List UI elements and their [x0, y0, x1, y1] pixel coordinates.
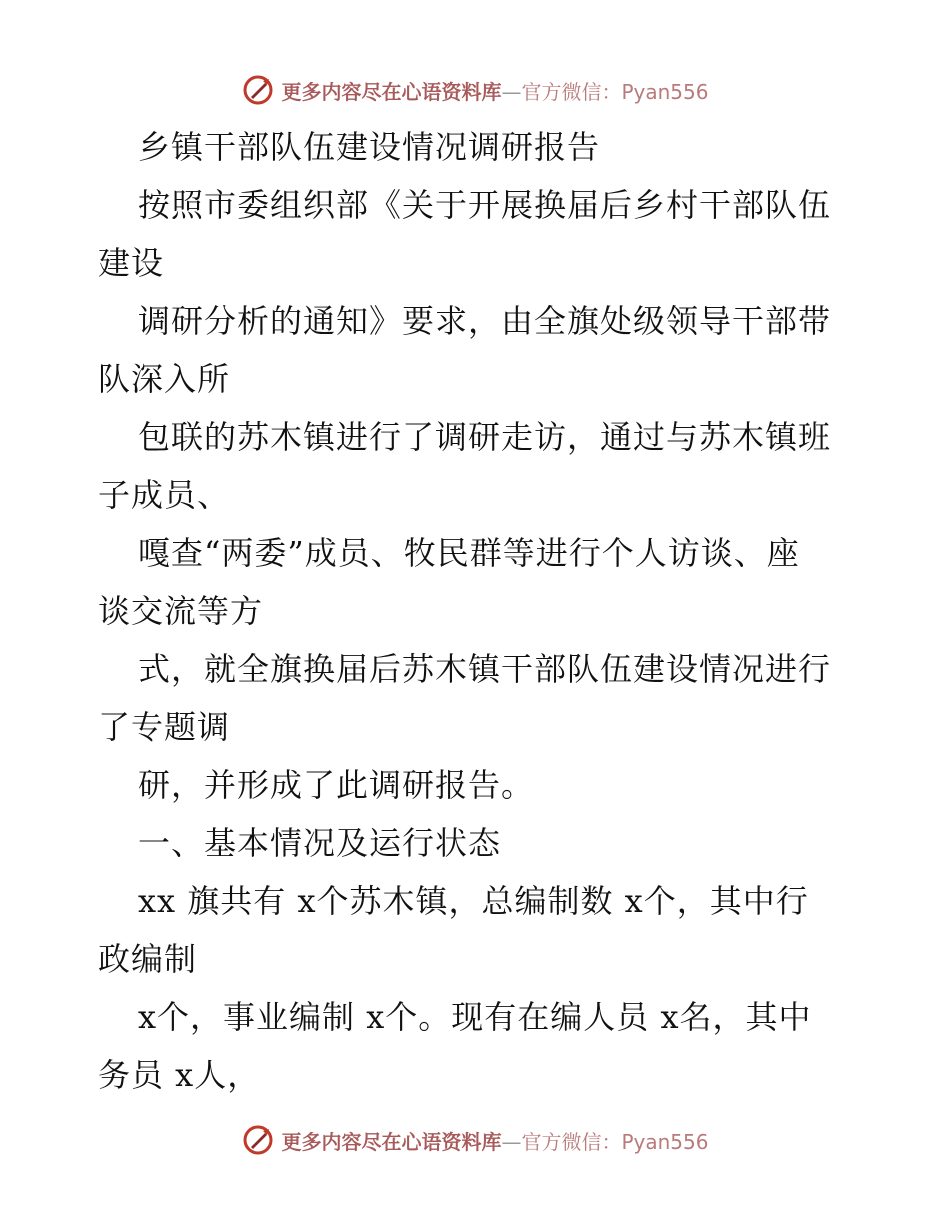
footer-watermark: [0, 1120, 950, 1160]
document-line: 务员 x人，: [98, 1056, 261, 1094]
quill-logo-icon: [241, 73, 275, 107]
document-line: 了专题调: [98, 708, 231, 746]
document-line: 队深入所: [98, 360, 231, 398]
watermark-dash: —: [501, 79, 522, 104]
watermark-text: [281, 1126, 708, 1155]
document-line: 包联的苏木镇进行了调研走访，通过与苏木镇班: [138, 418, 832, 456]
document-line: 式，就全旗换届后苏木镇干部队伍建设情况进行: [138, 650, 832, 688]
watermark-brand: 更多内容尽在心语资料库: [281, 79, 502, 104]
document-line: 一、基本情况及运行状态: [138, 824, 502, 862]
document-line: x个，事业编制 x个。现有在编人员 x名，其中: [138, 998, 812, 1036]
watermark-text: [281, 76, 708, 105]
document-line: 嘎查“两委”成员、牧民群等进行个人访谈、座: [138, 534, 800, 572]
document-line: xx 旗共有 x个苏木镇，总编制数 x个，其中行: [138, 882, 809, 920]
document-line: 乡镇干部队伍建设情况调研报告: [138, 128, 601, 166]
watermark-brand: 更多内容尽在心语资料库: [281, 1129, 502, 1154]
document-line: 研，并形成了此调研报告。: [138, 766, 535, 804]
watermark-dash: —: [501, 1129, 522, 1154]
document-line: 政编制: [98, 940, 198, 978]
document-line: 调研分析的通知》要求，由全旗处级领导干部带: [138, 302, 832, 340]
document-line: 子成员、: [98, 476, 231, 514]
document-line: 谈交流等方: [98, 592, 264, 630]
watermark-contact: 官方微信：Pyan556: [521, 1129, 709, 1154]
document-line: 建设: [98, 244, 165, 282]
watermark-contact: 官方微信：Pyan556: [521, 79, 709, 104]
document-body: [98, 118, 858, 1104]
document-line: 按照市委组织部《关于开展换届后乡村干部队伍: [138, 186, 832, 224]
header-watermark: [0, 70, 950, 110]
quill-logo-icon: [241, 1123, 275, 1157]
